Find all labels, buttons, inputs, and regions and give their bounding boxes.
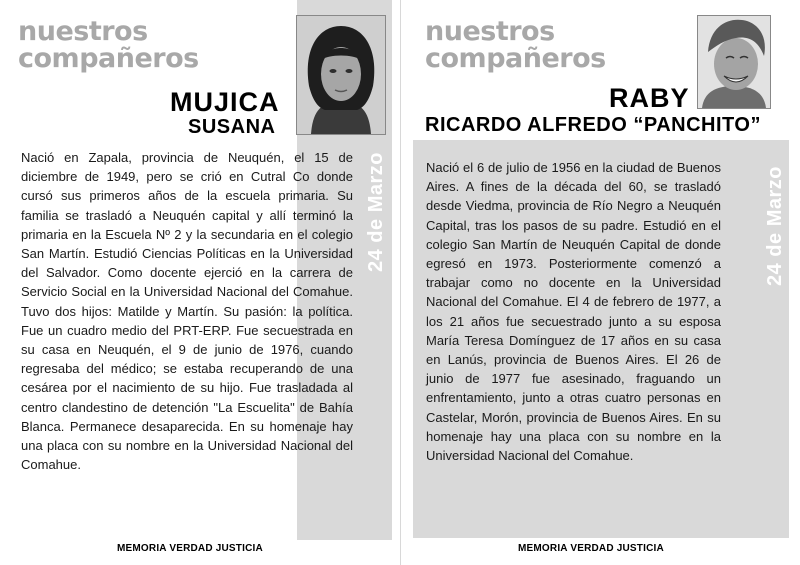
biography-text: Nació en Zapala, provincia de Neuquén, el 15 de diciembre de 1949, pero se crió en Cutral Co donde cursó sus primeros años de la escuela primaria. Su familia se trasladó a Neuquén capital y allí terminó la primaria en la Escuela Nº 2 y la secundaria en el colegio San Martín. Estudió Ciencias Políticas en la Universidad del Salvador. Como docente ejerció en la carrera de Servicio Social en la Universidad Nacional del Comahue. Tuvo dos hijos: Matilde y Martín. Su pasión: la política. Fue un cuadro medio del PRT-ERP. Fue secuestrada en su casa en Neuquén, el 9 de junio de 1976, cuando regresaba del médico; se estaba recuperando de una cesárea por el nacimiento de su hijo. Fue trasladada al centro clandestino de detención "La Escuelita" de Bahía Blanca. Permanece desaparecida. En su homenaje hay una placa con su nombre en la Universidad Nacional del Comahue. [21,150,353,473]
heading-companeros: compañeros [18,43,199,74]
footer-slogan: MEMORIA VERDAD JUSTICIA [518,543,664,554]
heading-companeros: compañeros [425,43,606,74]
given-name-ricardo: RICARDO ALFREDO “PANCHITO” [425,114,761,136]
given-name-susana: SUSANA [188,116,276,138]
portrait-photo-raby [697,15,771,109]
surname-mujica: MUJICA [170,87,280,117]
date-label-vertical: 24 de Marzo [365,152,387,272]
biography-text: Nació el 6 de julio de 1956 en la ciudad de Buenos Aires. A fines de la década del 60, se trasladó desde Viedma, provincia de Río Negro a Neuquén Capital, tras los pasos de su padre. Estudió en el colegio San Martín de Neuquén Capital de donde egresó en 1973. Posteriormente comenzó a trabajar como no docente en la Universidad Nacional del Comahue. El 4 de febrero de 1977, a los 21 años fue secuestrado junto a su esposa María Teresa Domínguez de 17 años en su casa en Lanús, provincia de Buenos Aires. El 26 de junio de 1977 fue asesinado, fraguando un enfrentamiento, junto a otras cuatro personas en Castelar, Morón, provincia de Buenos Aires. En su homenaje hay una placa con su nombre en la Universidad Nacional del Comahue. [426,160,721,464]
footer-slogan: MEMORIA VERDAD JUSTICIA [117,543,263,554]
date-label-vertical: 24 de Marzo [764,166,786,286]
portrait-image [297,16,385,134]
portrait-photo-mujica [296,15,386,135]
heading-nuestros: nuestros [425,16,555,47]
portrait-image [698,16,770,108]
heading-nuestros: nuestros [18,16,148,47]
surname-raby: RABY [609,83,690,113]
memorial-card-raby [400,0,800,565]
